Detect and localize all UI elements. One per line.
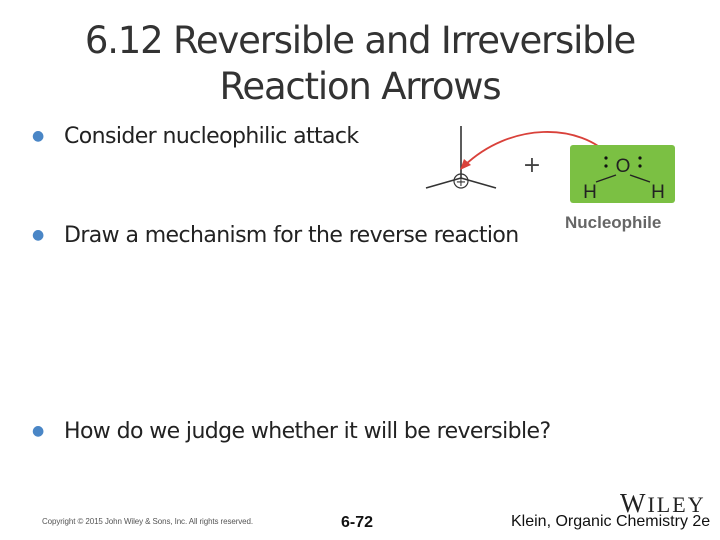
bullet-item <box>32 124 359 149</box>
plus-sign: + <box>522 153 542 178</box>
page-number: 6-72 <box>341 514 374 531</box>
bullet-item <box>32 419 551 444</box>
nucleophile-label: Nucleophile <box>565 213 662 232</box>
logo-initial: W <box>620 488 648 518</box>
bullet-icon: ● <box>32 423 44 439</box>
hydrogen-atom-left: H <box>583 182 597 203</box>
copyright-notice: Copyright © 2015 John Wiley & Sons, Inc. All rights reserved. <box>42 517 254 526</box>
bullet-text: Consider nucleophilic attack <box>64 124 359 149</box>
bullet-text: How do we judge whether it will be reversible? <box>64 419 551 444</box>
bullet-icon: ● <box>32 227 44 243</box>
lone-pair-dot <box>638 164 641 167</box>
title-line-2: Reaction Arrows <box>219 65 501 108</box>
oxygen-atom: O <box>615 156 631 177</box>
book-citation: Klein, Organic Chemistry 2e <box>511 513 711 530</box>
lone-pair-dot <box>638 156 641 159</box>
lone-pair-dot <box>604 156 607 159</box>
hydrogen-atom-right: H <box>651 182 665 203</box>
positive-charge-symbol: + <box>455 175 467 190</box>
bullet-icon: ● <box>32 128 44 144</box>
bullet-text: Draw a mechanism for the reverse reaction <box>64 223 519 248</box>
logo-rest: ILEY <box>647 492 706 517</box>
slide-title <box>40 18 680 110</box>
title-line-1: 6.12 Reversible and Irreversible <box>84 19 636 62</box>
lone-pair-dot <box>604 164 607 167</box>
